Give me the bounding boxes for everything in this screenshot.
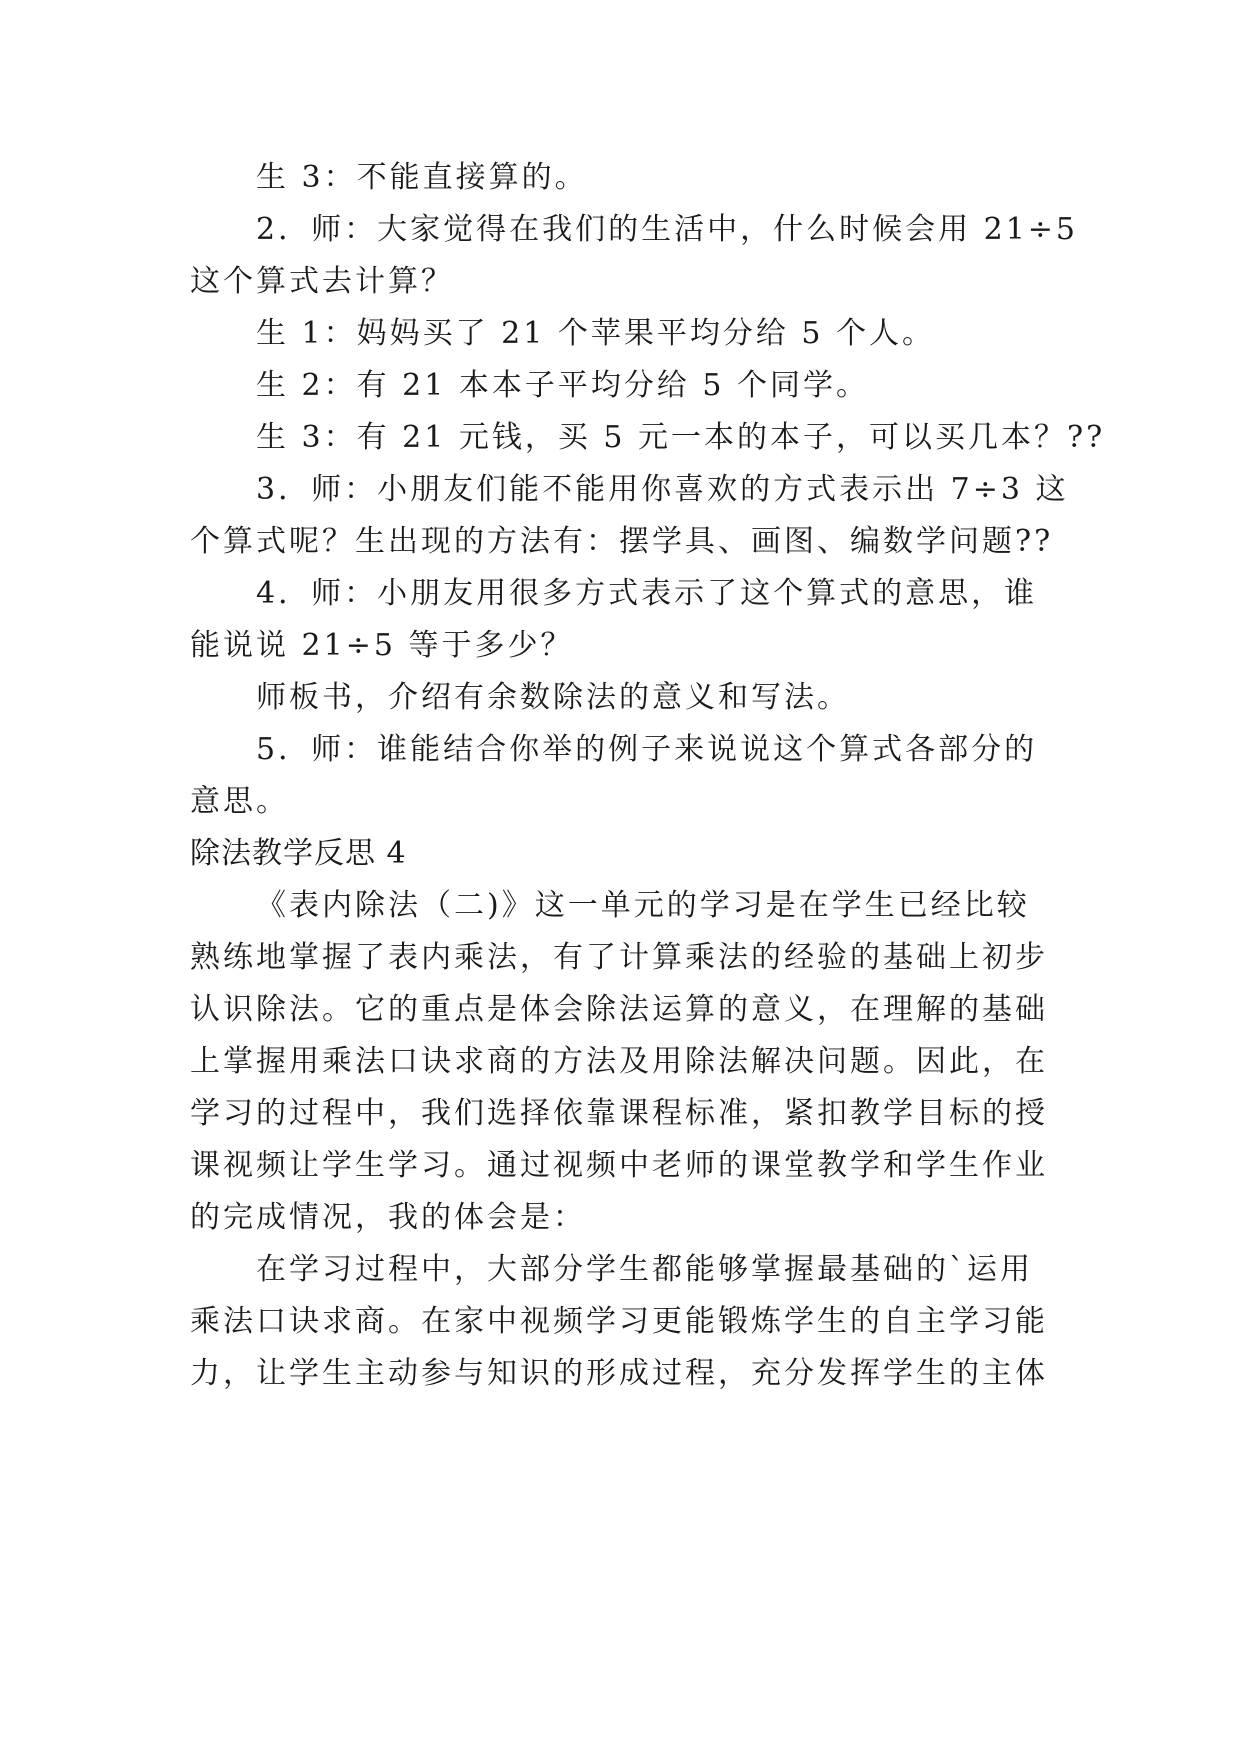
paragraph-line: 生 2：有 21 本本子平均分给 5 个同学。 — [256, 368, 870, 403]
paragraph-line: 课视频让学生学习。通过视频中老师的课堂教学和学生作业 — [190, 1148, 1048, 1183]
paragraph-line: 上掌握用乘法口诀求商的方法及用除法解决问题。因此，在 — [190, 1044, 1048, 1079]
paragraph-line: 能说说 21÷5 等于多少？ — [190, 628, 574, 663]
paragraph-line: 意思。 — [190, 784, 289, 819]
paragraph-line: 个算式呢？生出现的方法有：摆学具、画图、编数学问题?? — [190, 524, 1054, 559]
paragraph-line: 学习的过程中，我们选择依靠课程标准，紧扣教学目标的授 — [190, 1096, 1048, 1131]
paragraph-line: 《表内除法（二)》这一单元的学习是在学生已经比较 — [256, 888, 1030, 923]
paragraph-line: 力，让学生主动参与知识的形成过程，充分发挥学生的主体 — [190, 1356, 1048, 1391]
paragraph-line: 2．师：大家觉得在我们的生活中，什么时候会用 21÷5 — [256, 212, 1079, 247]
section-heading: 除法教学反思 4 — [190, 836, 407, 871]
paragraph-line: 师板书，介绍有余数除法的意义和写法。 — [256, 680, 850, 715]
paragraph-line: 4．师：小朋友用很多方式表示了这个算式的意思，谁 — [256, 576, 1038, 611]
paragraph-line: 生 3：不能直接算的。 — [256, 160, 588, 195]
paragraph-line: 这个算式去计算？ — [190, 264, 454, 299]
paragraph-line: 乘法口诀求商。在家中视频学习更能锻炼学生的自主学习能 — [190, 1304, 1048, 1339]
paragraph-line: 在学习过程中，大部分学生都能够掌握最基础的`运用 — [256, 1252, 1033, 1287]
paragraph-line: 的完成情况，我的体会是： — [190, 1200, 586, 1235]
paragraph-line: 生 1：妈妈买了 21 个苹果平均分给 5 个人。 — [256, 316, 936, 351]
paragraph-line: 熟练地掌握了表内乘法，有了计算乘法的经验的基础上初步 — [190, 940, 1048, 975]
paragraph-line: 生 3：有 21 元钱，买 5 元一本的本子，可以买几本？?? — [256, 420, 1106, 455]
paragraph-line: 认识除法。它的重点是体会除法运算的意义，在理解的基础 — [190, 992, 1048, 1027]
paragraph-line: 5．师：谁能结合你举的例子来说说这个算式各部分的 — [256, 732, 1038, 767]
paragraph-line: 3．师：小朋友们能不能用你喜欢的方式表示出 7÷3 这 — [256, 472, 1069, 507]
